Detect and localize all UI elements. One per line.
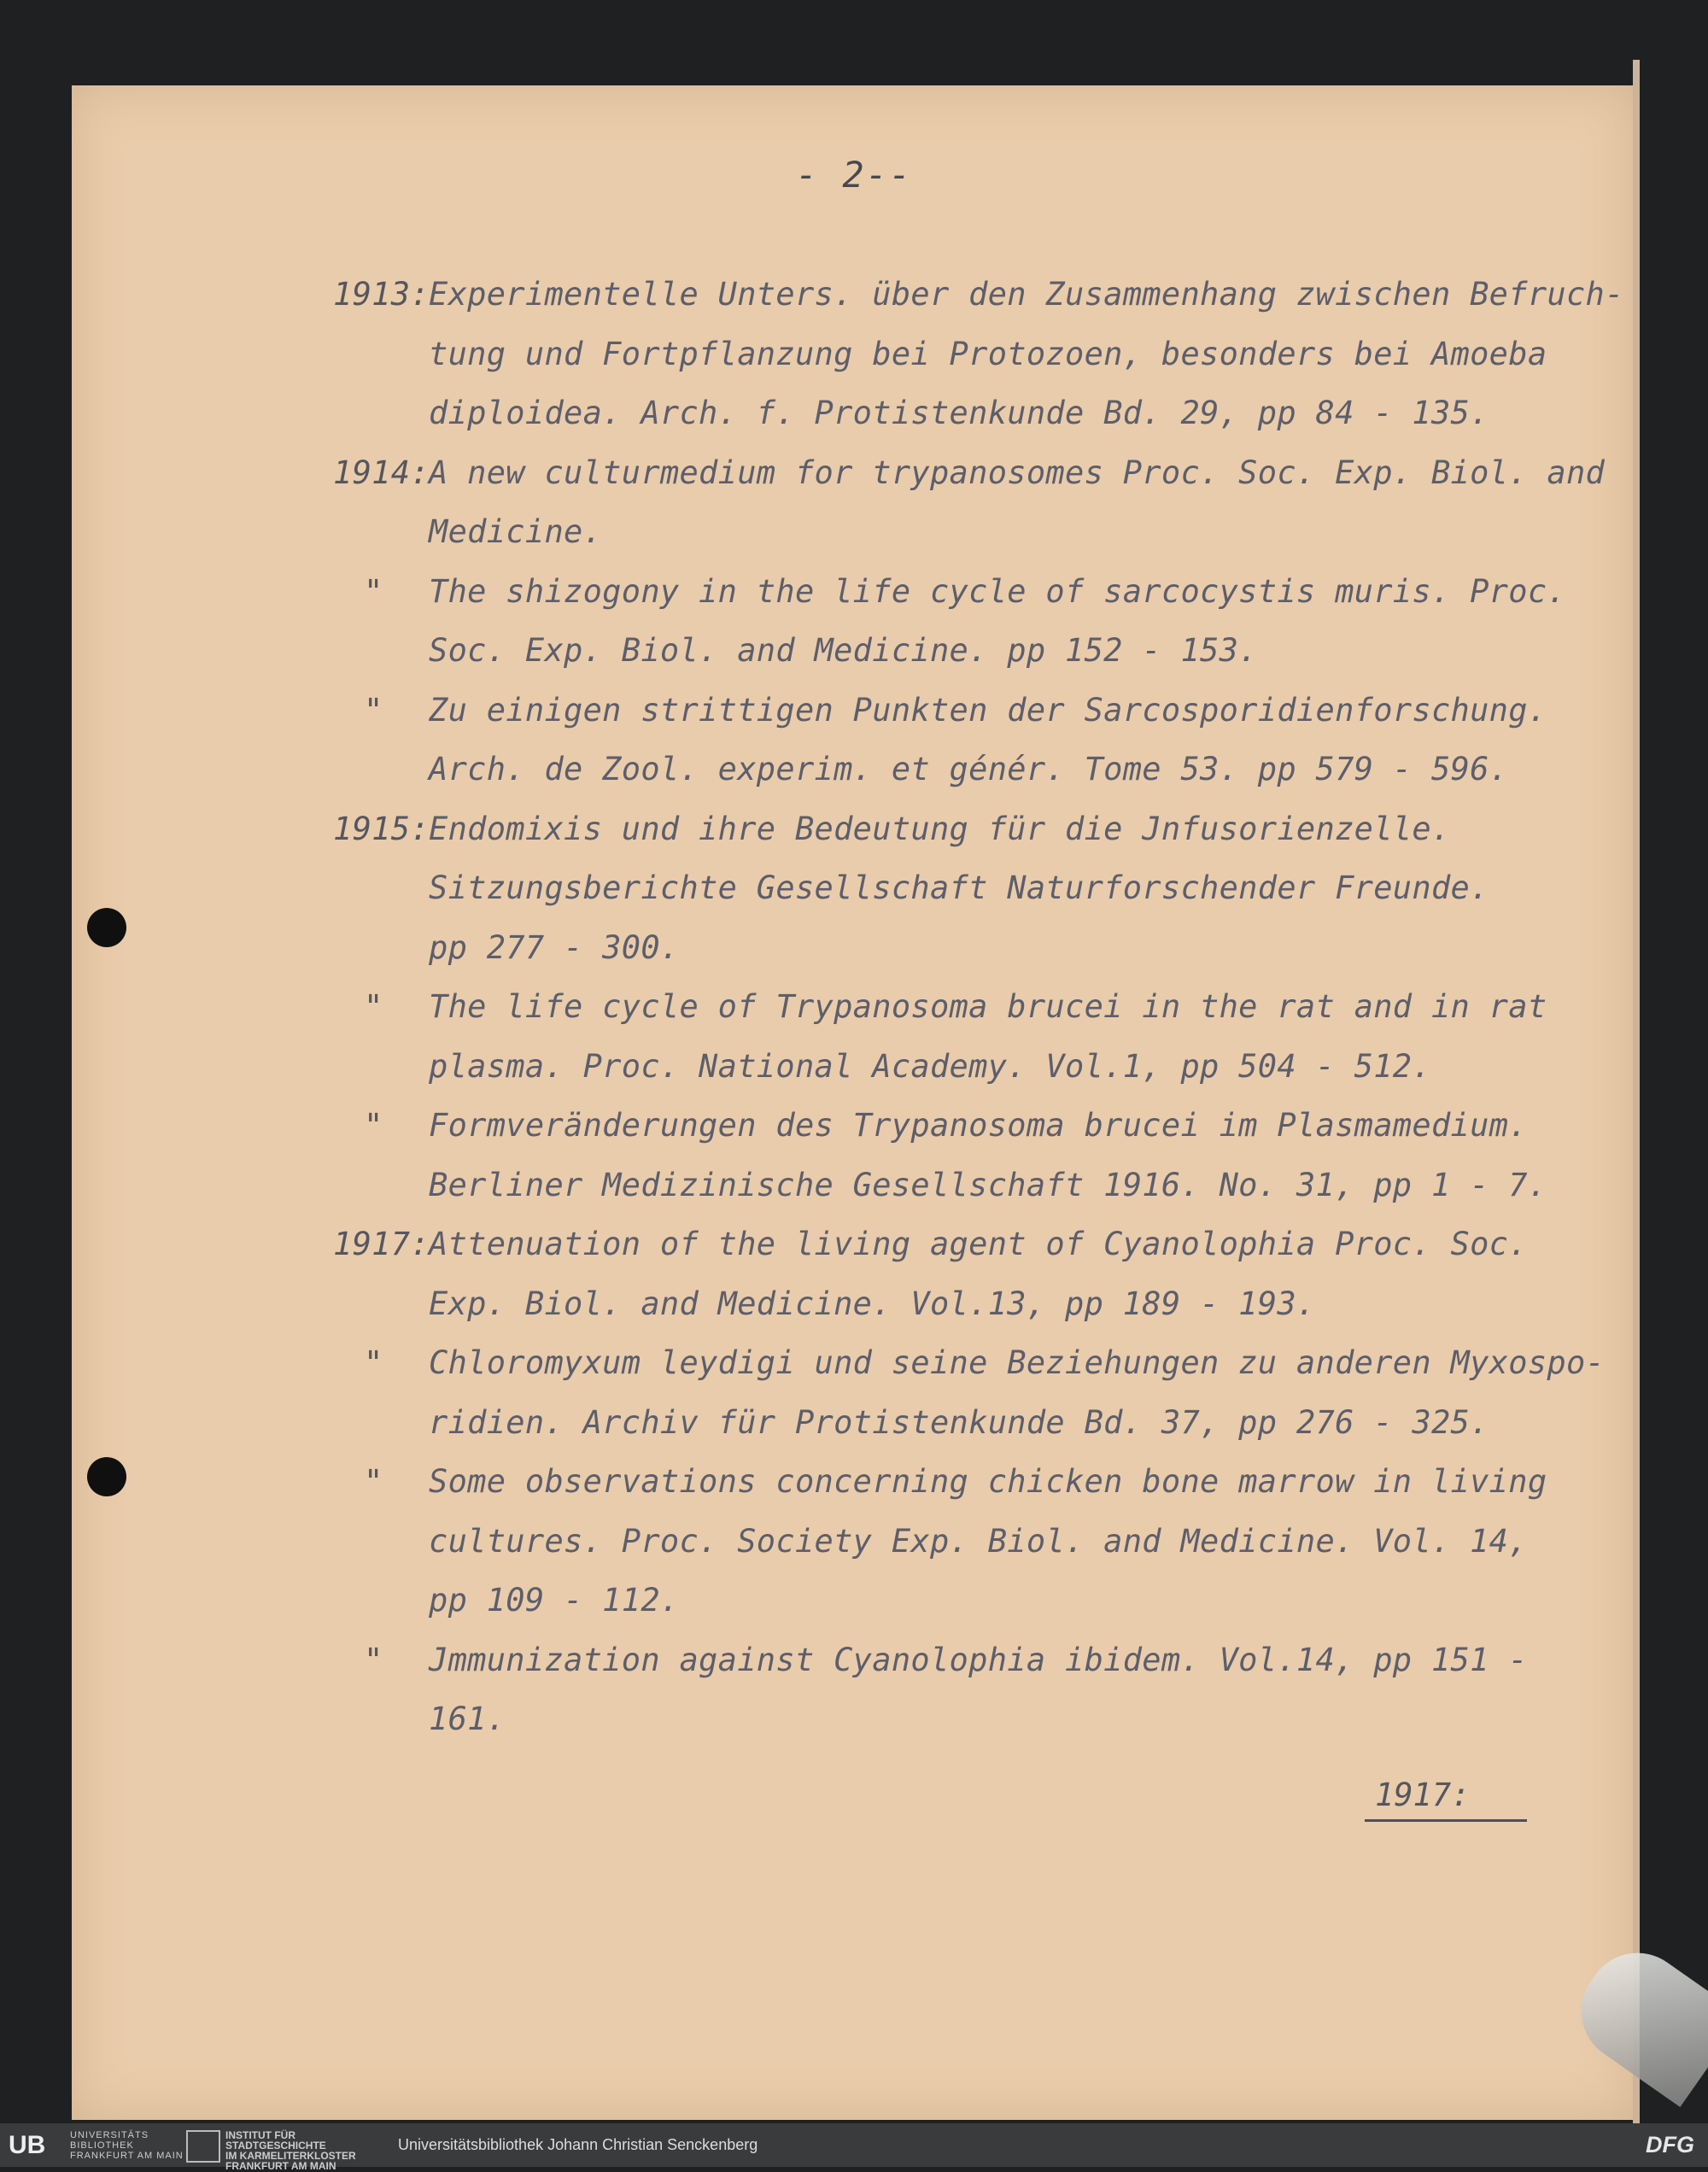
ub-logo-text-line: FRANKFURT AM MAIN xyxy=(70,2151,184,2161)
entry-line: pp 277 - 300. xyxy=(429,928,680,966)
entry-text xyxy=(429,799,1546,978)
ditto-mark: " xyxy=(364,1107,383,1144)
entry-text xyxy=(429,1452,1546,1630)
isg-logo-text-line: STADTGESCHICHTE xyxy=(225,2140,326,2152)
entry-year: 1917: xyxy=(333,1226,430,1262)
entry-line: Some observations concerning chicken bone marrow in living xyxy=(429,1463,1547,1500)
entry-text xyxy=(429,1215,1546,1333)
bibliography-entry xyxy=(333,977,1546,1096)
ub-logo-text xyxy=(70,2130,184,2161)
bibliography-entry xyxy=(333,265,1624,443)
entry-text xyxy=(429,681,1546,799)
entry-line: The life cycle of Trypanosoma brucei in the rat and in rat xyxy=(429,988,1547,1025)
paper-edge xyxy=(1633,60,1640,2127)
ditto-mark: " xyxy=(364,1344,383,1381)
entry-text xyxy=(429,1096,1546,1215)
entry-line: Exp. Biol. and Medicine. Vol.13, pp 189 - 193. xyxy=(429,1285,1316,1322)
isg-logo-text xyxy=(225,2130,356,2171)
entry-text xyxy=(429,1630,1546,1749)
entry-line: Zu einigen strittigen Punkten der Sarcosporidienforschung. xyxy=(429,691,1547,729)
entry-line: Endomixis und ihre Bedeutung für die Jnfusorienzelle. xyxy=(429,810,1451,847)
entry-line: Experimentelle Unters. über den Zusammenhang zwischen Befruch- xyxy=(429,276,1624,313)
bibliography-entry xyxy=(333,1630,1546,1749)
ub-logo[interactable]: UB xyxy=(9,2131,46,2159)
bibliography-list xyxy=(333,265,1624,1749)
isg-logo-text-line: FRANKFURT AM MAIN xyxy=(225,2160,336,2172)
ditto-mark: " xyxy=(364,1463,383,1500)
entry-line: plasma. Proc. National Academy. Vol.1, pp 504 - 512. xyxy=(429,1047,1431,1085)
isg-logo-icon[interactable] xyxy=(186,2130,220,2163)
entry-line: Jmmunization against Cyanolophia ibidem. Vol.14, pp 151 - xyxy=(429,1641,1528,1678)
bibliography-entry xyxy=(333,799,1546,978)
isg-logo-text-line: IM KARMELITERKLOSTER xyxy=(225,2150,356,2162)
bibliography-entry xyxy=(333,1096,1546,1215)
entry-year: 1913: xyxy=(333,276,430,313)
ditto-mark: " xyxy=(364,572,383,610)
ub-logo-text-line: UNIVERSITÄTS xyxy=(70,2130,149,2140)
entry-line: A new culturmedium for trypanosomes Proc. Soc. Exp. Biol. and xyxy=(429,454,1606,491)
entry-line: Berliner Medizinische Gesellschaft 1916. No. 31, pp 1 - 7. xyxy=(429,1166,1547,1203)
bibliography-entry xyxy=(333,1333,1606,1452)
bibliography-entry xyxy=(333,1215,1546,1333)
entry-text xyxy=(429,1333,1606,1452)
catchword-underline xyxy=(1365,1819,1527,1822)
viewer-footer xyxy=(0,2123,1708,2172)
bibliography-entry xyxy=(333,562,1566,681)
dfg-logo[interactable]: DFG xyxy=(1646,2132,1694,2157)
ditto-mark: " xyxy=(364,691,383,729)
entry-line: cultures. Proc. Society Exp. Biol. and Medicine. Vol. 14, xyxy=(429,1522,1528,1560)
page-number: - 2-- xyxy=(795,154,913,196)
entry-line: Medicine. xyxy=(429,513,603,550)
entry-line: Arch. de Zool. experim. et génér. Tome 53. pp 579 - 596. xyxy=(429,751,1509,787)
punch-hole xyxy=(87,1457,126,1496)
entry-year: 1915: xyxy=(333,810,430,847)
entry-line: Formveränderungen des Trypanosoma brucei im Plasmamedium. xyxy=(429,1107,1528,1144)
catchword-year: 1917: xyxy=(1375,1777,1471,1813)
entry-line: Sitzungsberichte Gesellschaft Naturforschender Freunde. xyxy=(429,869,1489,906)
ditto-mark: " xyxy=(364,1641,383,1678)
entry-line: 161. xyxy=(429,1701,506,1737)
entry-line: Chloromyxum leydigi und seine Beziehungen zu anderen Myxospo- xyxy=(429,1344,1606,1381)
entry-line: The shizogony in the life cycle of sarcocystis muris. Proc. xyxy=(429,572,1566,610)
ub-logo-text-line: BIBLIOTHEK xyxy=(70,2140,134,2151)
bibliography-entry xyxy=(333,443,1606,562)
entry-text xyxy=(429,977,1546,1096)
isg-logo-text-line: INSTITUT FÜR xyxy=(225,2129,295,2141)
entry-line: diploidea. Arch. f. Protistenkunde Bd. 29, pp 84 - 135. xyxy=(429,395,1489,431)
ditto-mark: " xyxy=(364,988,383,1025)
entry-line: Soc. Exp. Biol. and Medicine. pp 152 - 153. xyxy=(429,632,1258,669)
punch-hole xyxy=(87,908,126,947)
entry-text xyxy=(429,562,1566,681)
entry-line: pp 109 - 112. xyxy=(429,1582,680,1619)
bibliography-entry xyxy=(333,681,1546,799)
entry-line: ridien. Archiv für Protistenkunde Bd. 37, pp 276 - 325. xyxy=(429,1403,1489,1441)
bibliography-entry xyxy=(333,1452,1546,1630)
entry-line: tung und Fortpflanzung bei Protozoen, besonders bei Amoeba xyxy=(429,335,1547,372)
entry-text xyxy=(429,265,1624,443)
entry-text xyxy=(429,443,1606,562)
entry-line: Attenuation of the living agent of Cyanolophia Proc. Soc. xyxy=(429,1226,1528,1262)
entry-year: 1914: xyxy=(333,454,430,491)
library-name-link[interactable]: Universitätsbibliothek Johann Christian Senckenberg xyxy=(398,2136,758,2153)
